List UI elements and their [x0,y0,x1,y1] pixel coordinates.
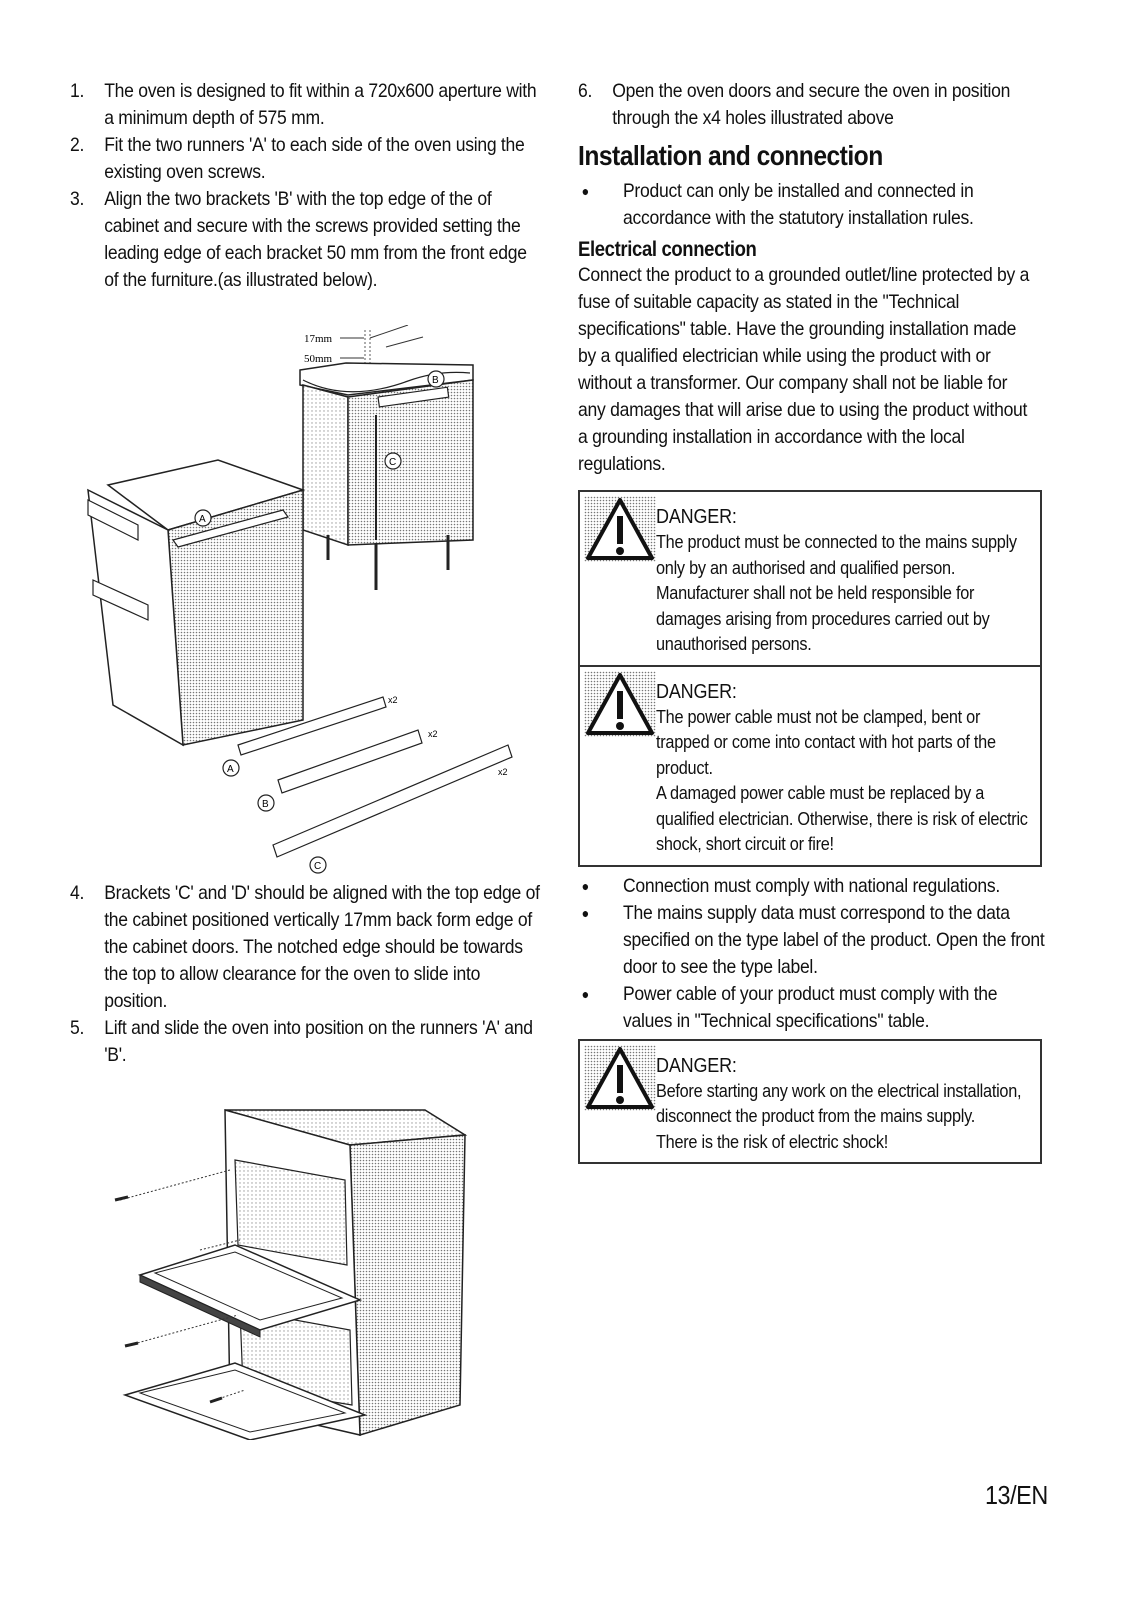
quantity-label: x2 [428,729,438,739]
list-item: 5. Lift and slide the oven into position on the runners 'A' and 'B'. [70,1017,533,1066]
quantity-label: x2 [498,767,508,777]
list-item: ● Product can only be installed and connected in accordance with the statutory installation rules. [581,180,974,229]
quantity-label: x2 [388,695,398,705]
left-column [70,78,542,294]
list-item: ● The mains supply data must correspond to the data specified on the type label of the product. Open the front door to see the type label. [581,901,1045,978]
install-steps-3 [578,78,1048,132]
svg-text:B: B [432,375,439,386]
svg-text:A: A [227,764,234,775]
danger-box [578,490,1042,667]
svg-text:C: C [389,457,397,468]
warning-icon [584,496,656,562]
svg-text:B: B [262,799,269,810]
bullet-icon: ● [581,985,589,1002]
bullet-icon: ● [581,183,589,199]
danger-box [578,667,1042,867]
page-number: 13/EN [985,1480,1048,1510]
bullet-icon: ● [581,904,589,921]
list-item: 2. Fit the two runners 'A' to each side of the oven using the existing oven screws. [70,134,525,183]
danger-title: DANGER: [656,506,737,528]
danger-title: DANGER: [656,680,737,703]
warning-icon [584,671,656,737]
install-steps-2 [70,880,542,1069]
svg-text:A: A [199,514,206,525]
list-item: 4. Brackets 'C' and 'D' should be aligned with the top edge of the cabinet positioned vertically 17mm back form edge of the cabinet doors. The notched edge should be towards the top to allow clearance for the oven to slide into position. [70,882,540,1012]
list-item: 3. Align the two brackets 'B' with the top edge of the of cabinet and secure with the screws provided setting the leading edge of each bracket 50 mm from the front edge of the furniture.(as illustrated below). [70,188,527,291]
subsection-title: Electrical connection [578,238,757,261]
svg-text:C: C [314,861,322,872]
install-steps-1 [70,78,542,294]
danger-box [578,1039,1042,1165]
danger-text: The product must be connected to the mains supply only by an authorised and qualified person. Manufacturer shall not be held responsible for damages arising from procedures carried out by unauthorised persons. [656,531,1017,654]
danger-text: Before starting any work on the electrical installation, disconnect the product from the mains supply. [656,1079,1022,1126]
electrical-paragraph: Connect the product to a grounded outlet/line protected by a fuse of suitable capacity as stated in the "Technical specifications" table. Have the grounding installation made by a qualified electrician while using the product with or without a transformer. Our company shall not be liable for any damages that will arise due to using the product without a grounding installation in accordance with the local regulations. [578,264,1030,475]
dimension-label: 17mm [304,333,333,345]
danger-text: The power cable must not be clamped, bent or trapped or come into contact with hot parts of the product. [656,705,996,778]
danger-text: There is the risk of electric shock! [656,1130,889,1152]
bullet-icon: ● [581,877,589,894]
section-title: Installation and connection [578,140,883,171]
danger-title: DANGER: [656,1054,737,1077]
list-item: 6. Open the oven doors and secure the oven in position through the x4 holes illustrated above [578,80,1011,129]
list-item: ● Connection must comply with national regulations. [578,873,1048,900]
list-item: ● Power cable of your product must comply with the values in "Technical specifications" table. [581,982,998,1032]
right-column [578,78,1048,1164]
list-item: 1. The oven is designed to fit within a 720x600 aperture with a minimum depth of 575 mm. [70,80,537,129]
connection-bullets [578,873,1048,1035]
dimension-label: 50mm [304,353,333,365]
danger-text: A damaged power cable must be replaced by a qualified electrician. Otherwise, there is risk of electric shock, short circuit or fire! [656,782,1028,854]
bracket-installation-figure [78,325,548,880]
left-column-lower [70,880,542,1069]
oven-screw-figure [110,1105,480,1440]
install-bullets [578,178,1048,232]
warning-icon [584,1045,656,1111]
